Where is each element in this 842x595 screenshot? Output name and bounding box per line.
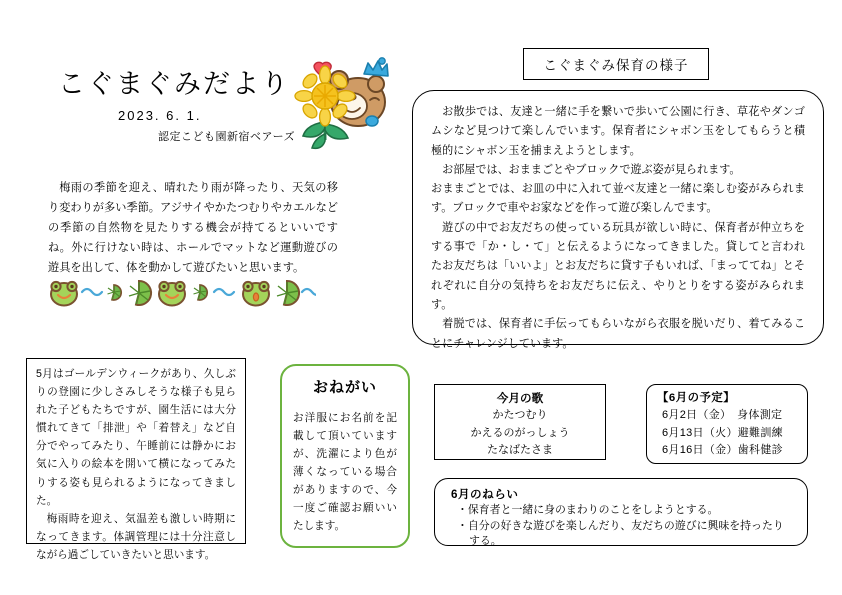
- organization-name: 認定こども園新宿ベアーズ: [158, 131, 296, 143]
- childcare-report-box: [412, 90, 824, 350]
- schedule-row: 6月13日（火）避難訓練: [662, 426, 783, 439]
- report-paragraph-5: 着脱では、保育者に手伝ってもらいながら衣服を脱いだり、着てみることにチャレンジしています。: [431, 318, 805, 350]
- onegai-title: おねがい: [312, 379, 377, 396]
- left-message-body: [36, 365, 236, 564]
- onegai-body: [293, 409, 397, 535]
- left-message-paragraph-1: 5月はゴールデンウィークがあり、久しぶりの登園に少しさみしそうな様子も見られた子どもたちですが、園生活には大分慣れてきて「排泄」や「着替え」など自分でやってみたり、午睡前には静かにお気に入りの絵本を開いて横になってみたりする姿も見られるようになってきました。: [36, 368, 236, 507]
- monthly-aims-box: [434, 478, 808, 546]
- aims-item-continuation: する。: [469, 535, 502, 548]
- monthly-schedule-box: [646, 384, 808, 464]
- childcare-report-body: [431, 103, 805, 354]
- song-item: かたつむり: [492, 409, 548, 421]
- monthly-song-box: [434, 384, 606, 460]
- frog-and-lilypad-divider: [46, 276, 316, 310]
- intro-text: 梅雨の季節を迎え、晴れたり雨が降ったり、天気の移り変わりが多い季節。アジサイやかたつむりやカエルなどの季節の自然物を見たりする機会が持てるといいですね。外に行けない時は、ホールでマットなど運動遊びの遊具を出して、体を動かして遊びたいと思います。: [48, 182, 338, 274]
- schedule-row: 6月2日（金） 身体測定: [662, 409, 783, 421]
- onegai-request-box: [280, 364, 410, 548]
- aims-item: ・保育者と一緒に身のまわりのことをしようとする。: [457, 504, 719, 516]
- intro-paragraph: [48, 178, 338, 278]
- monthly-aims-title: 6月のねらい: [451, 488, 519, 501]
- schedule-row: 6月16日（金）歯科健診: [662, 444, 783, 456]
- page-title: こぐまぐみだより: [58, 69, 290, 99]
- monthly-schedule-title: 【6月の予定】: [657, 392, 736, 404]
- report-paragraph-2: お部屋では、おままごとやブロックで遊ぶ姿が見られます。: [442, 163, 741, 176]
- report-paragraph-1: お散歩では、友達と一緒に手を繋いで歩いて公園に行き、草花やダンゴムシなど見つけて楽しんでいます。保育者にシャボン玉をしてもらうと積極的にシャボン玉を捕まえようとします。: [431, 106, 805, 157]
- section-heading-label: こぐまぐみ保育の様子: [543, 58, 689, 73]
- bear-with-sunflower-illustration: [292, 44, 400, 156]
- section-heading-box: [523, 48, 709, 80]
- onegai-text: お洋服にお名前を記載して頂いていますが、洗濯により色が薄くなっている場合がありますので、今一度ご確認お願いいたします。: [293, 412, 397, 532]
- song-item: かえるのがっしょう: [470, 426, 570, 439]
- monthly-song-title: 今月の歌: [496, 392, 544, 405]
- aims-item: [451, 519, 793, 550]
- aims-item-text: ・自分の好きな遊びを楽しんだり、友だちの遊びに興味を持ったり: [457, 519, 784, 532]
- issue-date: 2023. 6. 1.: [118, 108, 202, 123]
- report-paragraph-3: おままごとでは、お皿の中に入れて並べ友達と一緒に楽しむ姿がみられます。ブロックで車やお家などを作って遊び楽しんでます。: [431, 183, 805, 215]
- report-paragraph-4: 遊びの中でお友だちの使っている玩具が欲しい時に、保育者が仲立ちをする事で「か・し・て」と伝えるようになってきました。貸してと言われたお友だちは「いいよ」とお友だちに貸す子もいれば、「まっててね」とそれぞれに自分の気持ちをお友だちに伝え、やりとりをする姿がみられます。: [431, 221, 805, 311]
- song-item: たなばたさま: [487, 444, 553, 456]
- left-message-paragraph-2: 梅雨時を迎え、気温差も激しい時期になってきます。体調管理には十分注意しながら過ごしていきたいと思います。: [36, 512, 236, 561]
- left-message-box: [26, 358, 246, 561]
